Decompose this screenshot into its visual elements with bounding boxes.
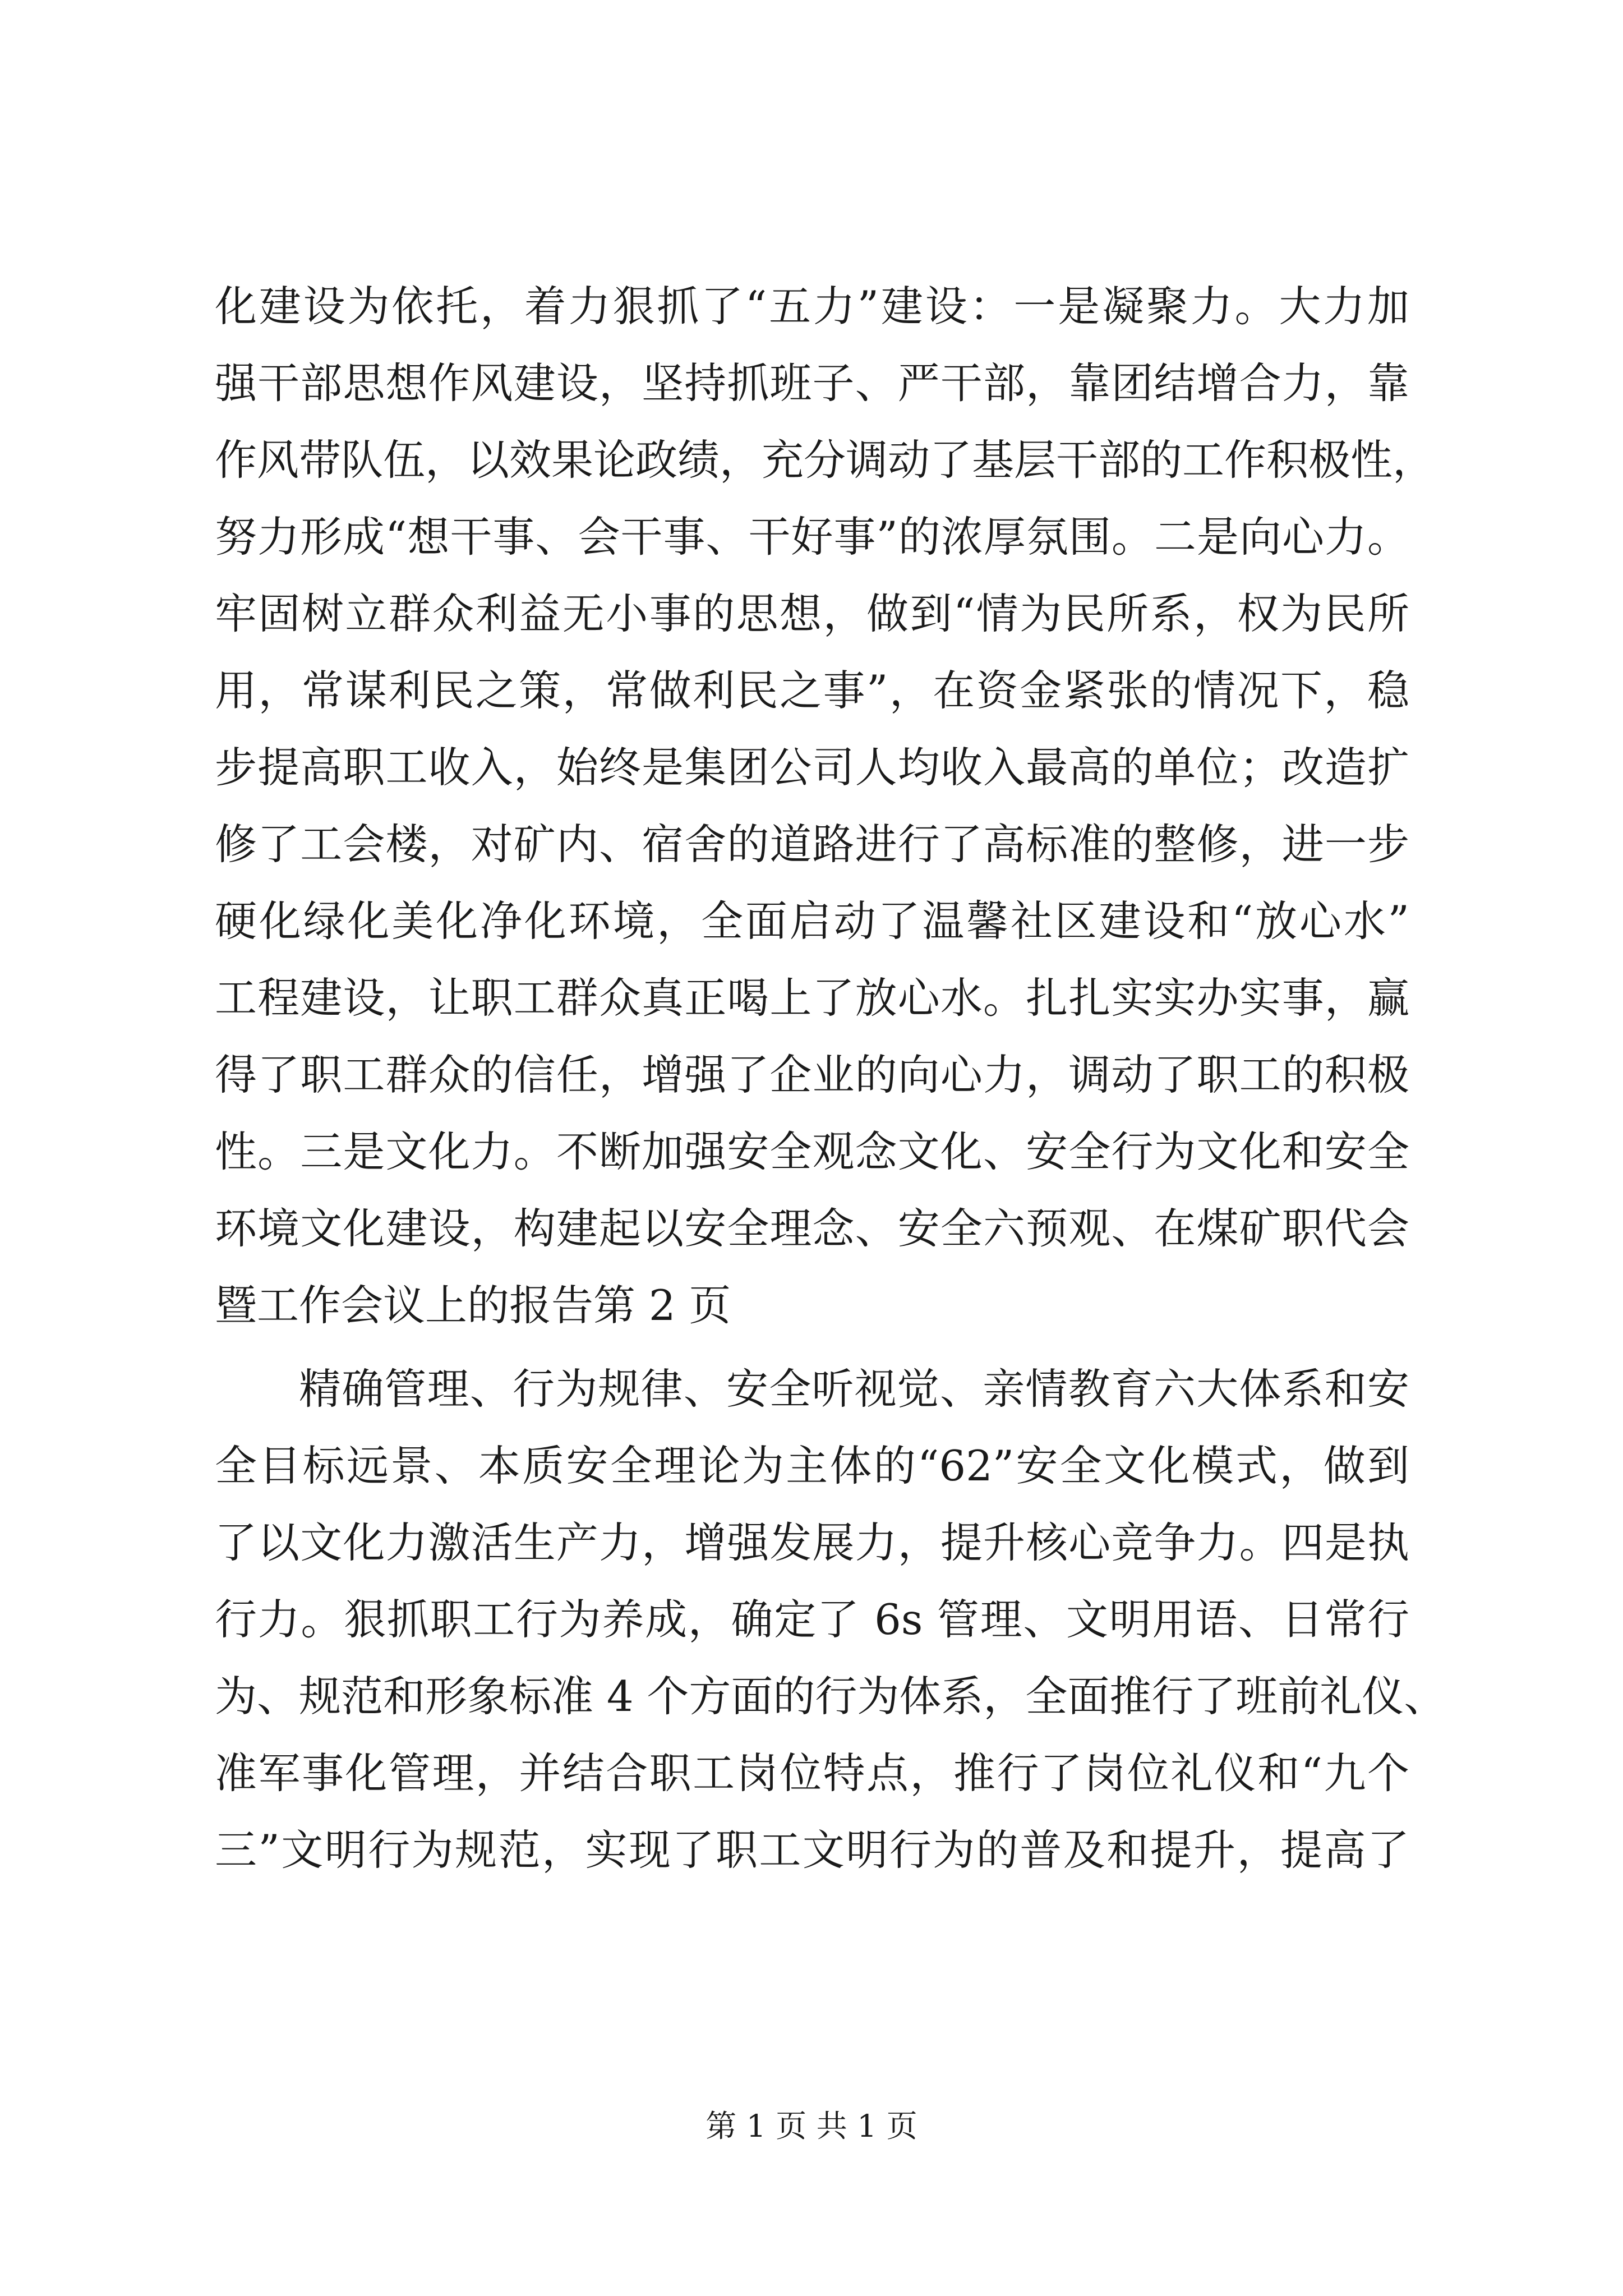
text-line: 用，常谋利民之策，常做利民之事”，在资金紧张的情况下，稳 (215, 666, 1409, 715)
text-line: 努力形成“想干事、会干事、干好事”的浓厚氛围。二是向心力。 (215, 512, 1409, 562)
text-line: 强干部思想作风建设，坚持抓班子、严干部，靠团结增合力，靠 (215, 358, 1409, 408)
text-line: 全目标远景、本质安全理论为主体的“62”安全文化模式，做到 (215, 1441, 1409, 1490)
page-footer: 第 1 页 共 1 页 (706, 2108, 917, 2144)
text-line: 了以文化力激活生产力，增强发展力，提升核心竞争力。四是执 (215, 1518, 1409, 1567)
text-line: 牢固树立群众利益无小事的思想，做到“情为民所系，权为民所 (215, 589, 1409, 638)
text-line: 化建设为依托，着力狠抓了“五力”建设：一是凝聚力。大力加 (215, 282, 1409, 331)
paragraph-2 (215, 1351, 1446, 1889)
text-line: 准军事化管理，并结合职工岗位特点，推行了岗位礼仪和“九个 (215, 1749, 1409, 1798)
text-line: 硬化绿化美化净化环境，全面启动了温馨社区建设和“放心水” (215, 896, 1409, 946)
text-line: 暨工作会议上的报告第 2 页 (215, 1281, 731, 1330)
text-line: 修了工会楼，对矿内、宿舍的道路进行了高标准的整修，进一步 (215, 820, 1409, 869)
text-line: 三”文明行为规范，实现了职工文明行为的普及和提升，提高了 (215, 1825, 1409, 1875)
text-line: 作风带队伍，以效果论政绩，充分调动了基层干部的工作积极性， (215, 435, 1435, 485)
text-line: 步提高职工收入，始终是集团公司人均收入最高的单位；改造扩 (215, 743, 1409, 792)
text-line: 性。三是文化力。不断加强安全观念文化、安全行为文化和安全 (215, 1127, 1409, 1176)
text-line: 精确管理、行为规律、安全听视觉、亲情教育六大体系和安 (299, 1364, 1409, 1414)
text-line: 为、规范和形象标准 4 个方面的行为体系，全面推行了班前礼仪、 (215, 1672, 1446, 1721)
document-body (215, 268, 1446, 1889)
paragraph-1 (215, 268, 1435, 1344)
text-line: 行力。狠抓职工行为养成，确定了 6s 管理、文明用语、日常行 (215, 1595, 1409, 1644)
text-line: 环境文化建设，构建起以安全理念、安全六预观、在煤矿职代会 (215, 1204, 1409, 1253)
text-line: 工程建设，让职工群众真正喝上了放心水。扎扎实实办实事，赢 (215, 973, 1409, 1023)
text-line: 得了职工群众的信任，增强了企业的向心力，调动了职工的积极 (215, 1050, 1409, 1099)
